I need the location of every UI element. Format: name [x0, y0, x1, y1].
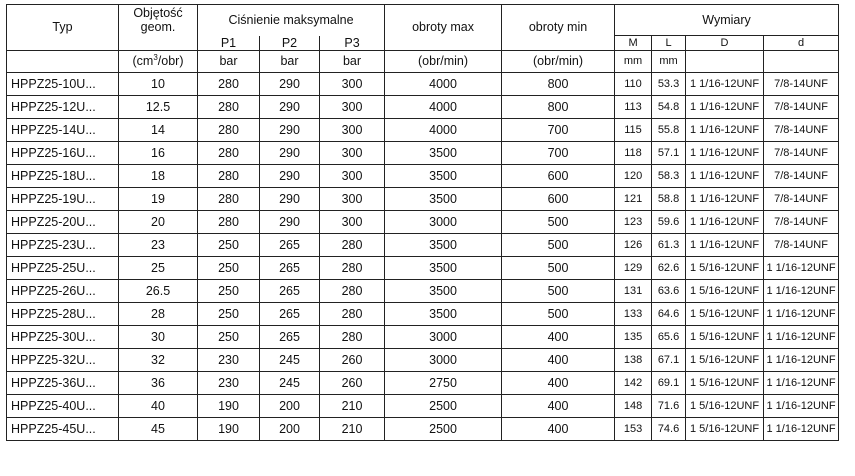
pump-spec-table	[6, 4, 839, 441]
header-d-small: d	[764, 36, 839, 51]
cell-d-small: 7/8-14UNF	[764, 187, 839, 210]
cell-d-small: 7/8-14UNF	[764, 210, 839, 233]
cell-m: 113	[615, 95, 652, 118]
cell-objetosc: 26.5	[119, 279, 198, 302]
cell-typ: HPPZ25-36U...	[7, 371, 119, 394]
cell-objetosc: 14	[119, 118, 198, 141]
cell-obroty-max: 3500	[385, 302, 502, 325]
cell-m: 153	[615, 417, 652, 440]
cell-m: 138	[615, 348, 652, 371]
cell-p1: 250	[198, 256, 260, 279]
cell-d-big: 1 1/16-12UNF	[686, 187, 764, 210]
cell-objetosc: 10	[119, 72, 198, 95]
cell-p3: 280	[320, 256, 385, 279]
cell-d-small: 7/8-14UNF	[764, 72, 839, 95]
cell-typ: HPPZ25-26U...	[7, 279, 119, 302]
cell-p3: 280	[320, 325, 385, 348]
cell-d-big: 1 5/16-12UNF	[686, 371, 764, 394]
cell-p3: 300	[320, 210, 385, 233]
table-row	[7, 164, 839, 187]
cell-obroty-min: 700	[502, 141, 615, 164]
table-row	[7, 233, 839, 256]
cell-p3: 260	[320, 371, 385, 394]
cell-l: 59.6	[652, 210, 686, 233]
cell-m: 133	[615, 302, 652, 325]
header-l: L	[652, 36, 686, 51]
cell-p1: 280	[198, 72, 260, 95]
cell-m: 131	[615, 279, 652, 302]
cell-obroty-max: 2750	[385, 371, 502, 394]
cell-d-small: 7/8-14UNF	[764, 95, 839, 118]
cell-obroty-min: 600	[502, 164, 615, 187]
cell-d-big: 1 1/16-12UNF	[686, 95, 764, 118]
cell-p2: 265	[260, 256, 320, 279]
cell-p1: 250	[198, 325, 260, 348]
header-objetosc-label: Objętość geom.	[133, 6, 183, 35]
cell-obroty-min: 400	[502, 371, 615, 394]
cell-m: 121	[615, 187, 652, 210]
cell-p1: 280	[198, 141, 260, 164]
header-p2: P2	[260, 36, 320, 51]
cell-d-big: 1 5/16-12UNF	[686, 348, 764, 371]
table-row	[7, 417, 839, 440]
units-typ	[7, 50, 119, 72]
units-row	[7, 50, 839, 72]
table-row	[7, 210, 839, 233]
table-row	[7, 95, 839, 118]
cell-p3: 260	[320, 348, 385, 371]
cell-l: 55.8	[652, 118, 686, 141]
cell-obroty-min: 800	[502, 95, 615, 118]
cell-l: 71.6	[652, 394, 686, 417]
cell-objetosc: 20	[119, 210, 198, 233]
cell-obroty-max: 2500	[385, 417, 502, 440]
cell-typ: HPPZ25-23U...	[7, 233, 119, 256]
cell-obroty-min: 400	[502, 394, 615, 417]
table-row	[7, 371, 839, 394]
cell-d-big: 1 1/16-12UNF	[686, 118, 764, 141]
units-objetosc	[119, 50, 198, 72]
cell-typ: HPPZ25-45U...	[7, 417, 119, 440]
cell-d-small: 1 1/16-12UNF	[764, 325, 839, 348]
units-l: mm	[652, 50, 686, 72]
cell-d-small: 1 1/16-12UNF	[764, 348, 839, 371]
cell-p2: 290	[260, 187, 320, 210]
cell-d-big: 1 1/16-12UNF	[686, 141, 764, 164]
table-row	[7, 118, 839, 141]
cell-l: 57.1	[652, 141, 686, 164]
cell-p3: 210	[320, 417, 385, 440]
cell-p1: 250	[198, 302, 260, 325]
cell-d-big: 1 5/16-12UNF	[686, 394, 764, 417]
cell-p1: 250	[198, 279, 260, 302]
cell-l: 53.3	[652, 72, 686, 95]
table-row	[7, 72, 839, 95]
cell-objetosc: 25	[119, 256, 198, 279]
cell-d-small: 1 1/16-12UNF	[764, 394, 839, 417]
cell-obroty-min: 800	[502, 72, 615, 95]
cell-d-small: 1 1/16-12UNF	[764, 302, 839, 325]
header-objetosc	[119, 5, 198, 36]
cell-l: 58.8	[652, 187, 686, 210]
cell-p3: 210	[320, 394, 385, 417]
header-d-big: D	[686, 36, 764, 51]
cell-p3: 300	[320, 141, 385, 164]
cell-p3: 280	[320, 233, 385, 256]
cell-p2: 265	[260, 325, 320, 348]
cell-m: 120	[615, 164, 652, 187]
cell-m: 142	[615, 371, 652, 394]
cell-d-small: 1 1/16-12UNF	[764, 279, 839, 302]
cell-l: 54.8	[652, 95, 686, 118]
units-d-big	[686, 50, 764, 72]
cell-l: 74.6	[652, 417, 686, 440]
header-obroty-min: obroty min	[502, 5, 615, 51]
spec-table-container	[6, 4, 839, 441]
cell-l: 67.1	[652, 348, 686, 371]
cell-p2: 290	[260, 164, 320, 187]
cell-objetosc: 23	[119, 233, 198, 256]
header-typ: Typ	[7, 5, 119, 51]
units-d-small	[764, 50, 839, 72]
cell-p1: 190	[198, 394, 260, 417]
cell-p2: 290	[260, 141, 320, 164]
header-row-top	[7, 5, 839, 36]
cell-p2: 290	[260, 210, 320, 233]
cell-typ: HPPZ25-18U...	[7, 164, 119, 187]
cell-d-small: 7/8-14UNF	[764, 141, 839, 164]
cell-typ: HPPZ25-30U...	[7, 325, 119, 348]
cell-p1: 280	[198, 95, 260, 118]
cell-objetosc: 18	[119, 164, 198, 187]
cell-obroty-max: 3500	[385, 256, 502, 279]
cell-obroty-min: 600	[502, 187, 615, 210]
cell-d-big: 1 5/16-12UNF	[686, 279, 764, 302]
cell-obroty-min: 400	[502, 417, 615, 440]
cell-l: 61.3	[652, 233, 686, 256]
cell-obroty-max: 3000	[385, 210, 502, 233]
cell-obroty-min: 500	[502, 233, 615, 256]
cell-m: 110	[615, 72, 652, 95]
cell-l: 64.6	[652, 302, 686, 325]
cell-typ: HPPZ25-14U...	[7, 118, 119, 141]
cell-p2: 200	[260, 394, 320, 417]
cell-obroty-max: 4000	[385, 118, 502, 141]
cell-d-big: 1 5/16-12UNF	[686, 302, 764, 325]
units-m: mm	[615, 50, 652, 72]
header-objetosc-cont	[119, 36, 198, 51]
cell-objetosc: 30	[119, 325, 198, 348]
cell-typ: HPPZ25-40U...	[7, 394, 119, 417]
units-objetosc-pre: (cm	[132, 54, 154, 68]
cell-d-small: 7/8-14UNF	[764, 118, 839, 141]
cell-p2: 245	[260, 348, 320, 371]
cell-obroty-max: 3500	[385, 279, 502, 302]
cell-d-small: 7/8-14UNF	[764, 233, 839, 256]
cell-l: 63.6	[652, 279, 686, 302]
units-objetosc-post: /obr)	[157, 54, 184, 68]
cell-p2: 200	[260, 417, 320, 440]
table-row	[7, 302, 839, 325]
cell-typ: HPPZ25-25U...	[7, 256, 119, 279]
header-cisnienie: Ciśnienie maksymalne	[198, 5, 385, 36]
cell-typ: HPPZ25-20U...	[7, 210, 119, 233]
cell-d-small: 1 1/16-12UNF	[764, 371, 839, 394]
cell-m: 126	[615, 233, 652, 256]
cell-m: 115	[615, 118, 652, 141]
units-p2: bar	[260, 50, 320, 72]
cell-p1: 190	[198, 417, 260, 440]
table-body	[7, 5, 839, 441]
cell-objetosc: 16	[119, 141, 198, 164]
cell-objetosc: 28	[119, 302, 198, 325]
table-row	[7, 141, 839, 164]
cell-d-big: 1 5/16-12UNF	[686, 417, 764, 440]
cell-p3: 280	[320, 302, 385, 325]
cell-d-big: 1 1/16-12UNF	[686, 233, 764, 256]
cell-objetosc: 32	[119, 348, 198, 371]
cell-d-big: 1 5/16-12UNF	[686, 256, 764, 279]
cell-typ: HPPZ25-16U...	[7, 141, 119, 164]
cell-objetosc: 19	[119, 187, 198, 210]
cell-p1: 250	[198, 233, 260, 256]
units-obroty-min: (obr/min)	[502, 50, 615, 72]
cell-p2: 290	[260, 118, 320, 141]
cell-p2: 265	[260, 233, 320, 256]
cell-obroty-max: 3500	[385, 187, 502, 210]
cell-typ: HPPZ25-12U...	[7, 95, 119, 118]
cell-d-big: 1 1/16-12UNF	[686, 164, 764, 187]
cell-obroty-max: 4000	[385, 72, 502, 95]
cell-p2: 245	[260, 371, 320, 394]
cell-typ: HPPZ25-10U...	[7, 72, 119, 95]
cell-m: 118	[615, 141, 652, 164]
header-m: M	[615, 36, 652, 51]
cell-m: 148	[615, 394, 652, 417]
units-obroty-max: (obr/min)	[385, 50, 502, 72]
cell-p3: 300	[320, 72, 385, 95]
cell-obroty-max: 3000	[385, 325, 502, 348]
header-p3: P3	[320, 36, 385, 51]
cell-p1: 280	[198, 210, 260, 233]
units-objetosc-sup: 3	[153, 52, 158, 62]
cell-obroty-max: 2500	[385, 394, 502, 417]
cell-objetosc: 12.5	[119, 95, 198, 118]
cell-p1: 230	[198, 371, 260, 394]
cell-objetosc: 36	[119, 371, 198, 394]
cell-p2: 265	[260, 279, 320, 302]
cell-obroty-min: 500	[502, 279, 615, 302]
cell-obroty-min: 700	[502, 118, 615, 141]
cell-obroty-min: 500	[502, 210, 615, 233]
cell-obroty-min: 400	[502, 348, 615, 371]
cell-obroty-min: 400	[502, 325, 615, 348]
cell-objetosc: 40	[119, 394, 198, 417]
cell-typ: HPPZ25-28U...	[7, 302, 119, 325]
cell-objetosc: 45	[119, 417, 198, 440]
cell-p3: 300	[320, 118, 385, 141]
cell-obroty-max: 3500	[385, 164, 502, 187]
cell-p1: 280	[198, 118, 260, 141]
cell-d-small: 7/8-14UNF	[764, 164, 839, 187]
cell-d-big: 1 1/16-12UNF	[686, 210, 764, 233]
cell-l: 58.3	[652, 164, 686, 187]
cell-obroty-max: 3500	[385, 233, 502, 256]
cell-p2: 265	[260, 302, 320, 325]
cell-p3: 300	[320, 164, 385, 187]
cell-p3: 280	[320, 279, 385, 302]
header-wymiary: Wymiary	[615, 5, 839, 36]
cell-d-small: 1 1/16-12UNF	[764, 417, 839, 440]
cell-d-small: 1 1/16-12UNF	[764, 256, 839, 279]
table-row	[7, 394, 839, 417]
table-row	[7, 325, 839, 348]
cell-obroty-max: 3500	[385, 141, 502, 164]
cell-p3: 300	[320, 95, 385, 118]
cell-m: 129	[615, 256, 652, 279]
cell-typ: HPPZ25-19U...	[7, 187, 119, 210]
units-p1: bar	[198, 50, 260, 72]
cell-p1: 280	[198, 187, 260, 210]
table-row	[7, 279, 839, 302]
cell-d-big: 1 1/16-12UNF	[686, 72, 764, 95]
cell-l: 69.1	[652, 371, 686, 394]
cell-l: 62.6	[652, 256, 686, 279]
cell-obroty-max: 4000	[385, 95, 502, 118]
cell-p1: 230	[198, 348, 260, 371]
cell-p1: 280	[198, 164, 260, 187]
cell-m: 135	[615, 325, 652, 348]
cell-p3: 300	[320, 187, 385, 210]
cell-obroty-max: 3000	[385, 348, 502, 371]
cell-typ: HPPZ25-32U...	[7, 348, 119, 371]
header-obroty-max: obroty max	[385, 5, 502, 51]
header-p1: P1	[198, 36, 260, 51]
table-row	[7, 348, 839, 371]
cell-p2: 290	[260, 72, 320, 95]
table-row	[7, 187, 839, 210]
cell-obroty-min: 500	[502, 256, 615, 279]
cell-p2: 290	[260, 95, 320, 118]
table-row	[7, 256, 839, 279]
units-p3: bar	[320, 50, 385, 72]
cell-d-big: 1 5/16-12UNF	[686, 325, 764, 348]
cell-obroty-min: 500	[502, 302, 615, 325]
cell-m: 123	[615, 210, 652, 233]
cell-l: 65.6	[652, 325, 686, 348]
